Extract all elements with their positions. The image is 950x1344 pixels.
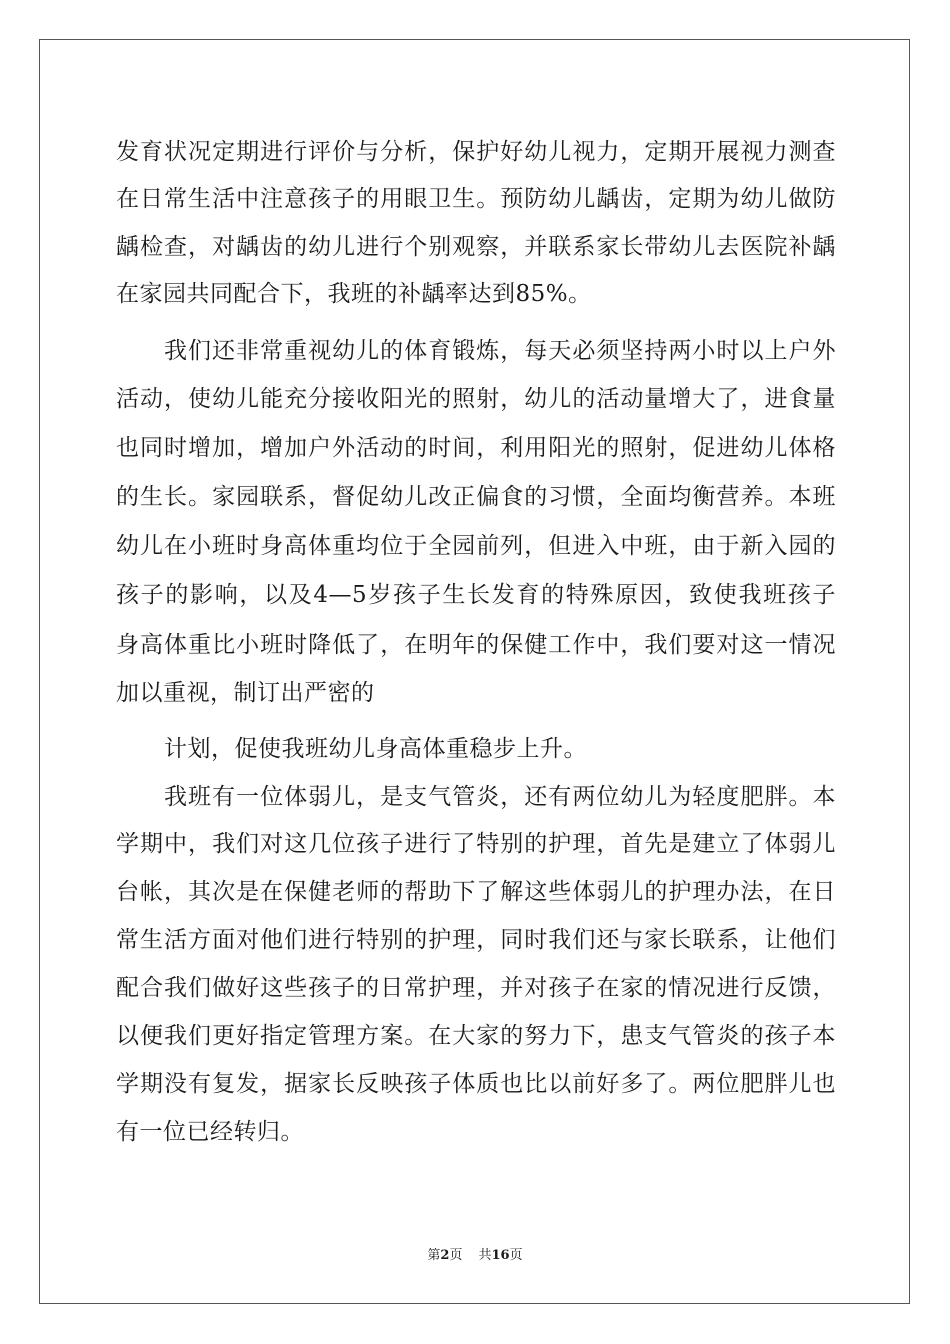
page-prefix: 第 [427,1248,441,1263]
text-line: 孩子的影响，以及4—5岁孩子生长发育的特殊原因，致使我班孩子 [116,582,836,608]
text-line: 学期中，我们对这几位孩子进行了特别的护理，首先是建立了体弱儿 [116,831,836,857]
text-line: 常生活方面对他们进行特别的护理，同时我们还与家长联系，让他们 [116,927,836,953]
text-line: 计划，促使我班幼儿身高体重稳步上升。 [164,736,587,762]
text-line: 幼儿在小班时身高体重均位于全园前列，但进入中班，由于新入园的 [116,533,836,559]
text-line: 学期没有复发，据家长反映孩子体质也比以前好多了。两位肥胖儿也 [116,1071,836,1097]
text-line: 在家园共同配合下，我班的补龋率达到85%。 [116,281,592,307]
text-line: 加以重视，制订出严密的 [116,680,375,706]
text-line: 配合我们做好这些孩子的日常护理，并对孩子在家的情况进行反馈， [116,975,836,1001]
text-line: 身高体重比小班时降低了，在明年的保健工作中，我们要对这一情况 [116,632,836,658]
text-line: 活动，使幼儿能充分接收阳光的照射，幼儿的活动量增大了，进食量 [116,386,836,412]
page-border [39,39,910,1304]
text-line: 有一位已经转归。 [116,1119,304,1145]
text-line: 台帐，其次是在保健老师的帮助下了解这些体弱儿的护理办法，在日 [116,879,836,905]
text-line: 我班有一位体弱儿，是支气管炎，还有两位幼儿为轻度肥胖。本 [164,784,836,810]
text-line: 龋检查，对龋齿的幼儿进行个别观察，并联系家长带幼儿去医院补龋 [116,234,836,260]
total-pages: 16 [491,1248,510,1263]
text-line: 在日常生活中注意孩子的用眼卫生。预防幼儿龋齿，定期为幼儿做防 [116,186,836,212]
page-suffix: 页 [449,1248,463,1263]
text-line: 以便我们更好指定管理方案。在大家的努力下，患支气管炎的孩子本 [116,1023,836,1049]
text-line: 发育状况定期进行评价与分析，保护好幼儿视力，定期开展视力测查 [116,139,836,165]
page-footer [0,1247,950,1265]
total-suffix: 页 [509,1248,523,1263]
text-line: 也同时增加，增加户外活动的时间，利用阳光的照射，促进幼儿体格 [116,435,836,461]
text-line: 的生长。家园联系，督促幼儿改正偏食的习惯，全面均衡营养。本班 [116,484,836,510]
page-number: 2 [440,1248,450,1263]
total-prefix: 共 [478,1248,492,1263]
text-line: 我们还非常重视幼儿的体育锻炼，每天必须坚持两小时以上户外 [164,338,836,364]
